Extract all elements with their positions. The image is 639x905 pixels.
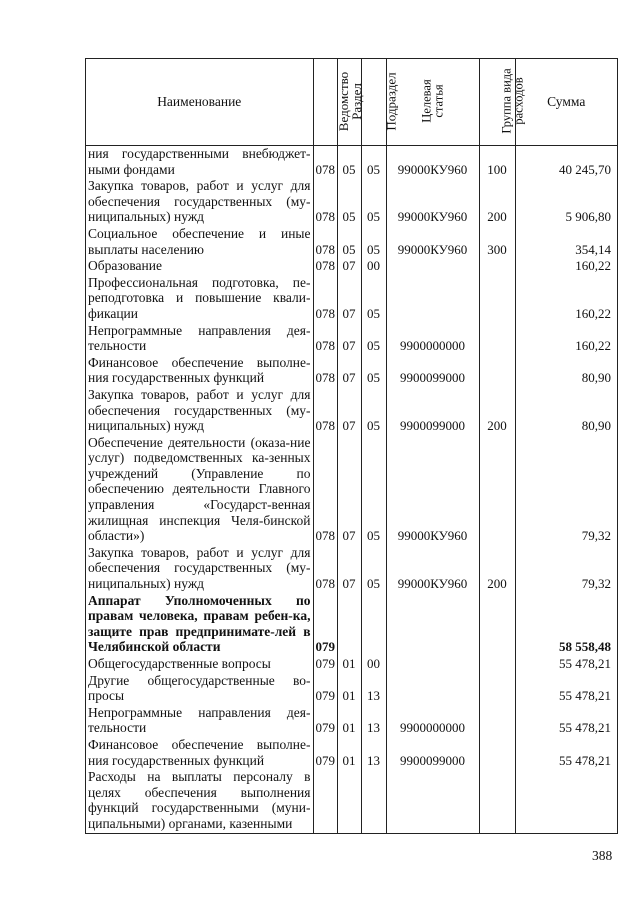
row-razdel-cell: 01 bbox=[337, 737, 361, 769]
row-gruppa-cell bbox=[479, 737, 515, 769]
header-summa: Сумма bbox=[515, 59, 617, 146]
row-celevaya-statya-cell: 99000КУ960 bbox=[386, 146, 479, 179]
row-podrazdel-cell: 00 bbox=[361, 258, 386, 275]
row-celevaya-statya-cell bbox=[386, 769, 479, 832]
row-vedomstvo-cell: 079 bbox=[313, 656, 337, 673]
row-gruppa-cell bbox=[479, 656, 515, 673]
row-podrazdel-cell: 05 bbox=[361, 387, 386, 435]
row-summa-cell: 40 245,70 bbox=[515, 146, 617, 179]
row-vedomstvo-cell: 078 bbox=[313, 545, 337, 593]
row-summa-cell: 58 558,48 bbox=[515, 593, 617, 656]
table-body bbox=[86, 146, 617, 833]
row-name-cell: Общегосударственные вопросы bbox=[88, 656, 271, 671]
page-number: 388 bbox=[592, 848, 613, 863]
row-razdel-cell: 07 bbox=[337, 323, 361, 355]
row-razdel-cell: 07 bbox=[337, 355, 361, 387]
row-celevaya-statya-cell: 9900099000 bbox=[386, 737, 479, 769]
table-row bbox=[86, 545, 617, 593]
header-gruppa-vida-rashodov: Группа вида расходов bbox=[479, 59, 515, 146]
row-gruppa-cell bbox=[479, 769, 515, 832]
table-row bbox=[86, 323, 617, 355]
header-podrazdel: Подраздел bbox=[361, 59, 386, 146]
row-celevaya-statya-cell bbox=[386, 656, 479, 673]
row-summa-cell: 80,90 bbox=[515, 387, 617, 435]
row-celevaya-statya-cell: 99000КУ960 bbox=[386, 226, 479, 258]
row-celevaya-statya-cell: 9900099000 bbox=[386, 387, 479, 435]
row-name-cell: Непрограммные направления дея-тельности bbox=[88, 704, 311, 736]
row-celevaya-statya-cell bbox=[386, 593, 479, 656]
row-summa-cell: 5 906,80 bbox=[515, 178, 617, 226]
row-summa-cell: 160,22 bbox=[515, 275, 617, 323]
row-celevaya-statya-cell: 99000КУ960 bbox=[386, 435, 479, 545]
row-celevaya-statya-cell bbox=[386, 258, 479, 275]
row-podrazdel-cell: 05 bbox=[361, 545, 386, 593]
row-celevaya-statya-cell: 9900099000 bbox=[386, 355, 479, 387]
header-razdel: Раздел bbox=[337, 59, 361, 146]
table-row bbox=[86, 275, 617, 323]
row-name-cell: Финансовое обеспечение выполне-ния государственных функций bbox=[88, 736, 311, 768]
row-podrazdel-cell: 13 bbox=[361, 673, 386, 705]
row-podrazdel-cell: 00 bbox=[361, 656, 386, 673]
row-podrazdel-cell: 05 bbox=[361, 178, 386, 226]
table-row bbox=[86, 387, 617, 435]
row-vedomstvo-cell: 078 bbox=[313, 178, 337, 226]
row-razdel-cell: 07 bbox=[337, 275, 361, 323]
row-razdel-cell: 01 bbox=[337, 673, 361, 705]
row-vedomstvo-cell: 078 bbox=[313, 275, 337, 323]
row-podrazdel-cell: 05 bbox=[361, 226, 386, 258]
row-podrazdel-cell: 05 bbox=[361, 435, 386, 545]
row-vedomstvo-cell bbox=[313, 769, 337, 832]
row-gruppa-cell bbox=[479, 435, 515, 545]
row-summa-cell: 55 478,21 bbox=[515, 705, 617, 737]
row-podrazdel-cell: 05 bbox=[361, 275, 386, 323]
row-celevaya-statya-cell: 99000КУ960 bbox=[386, 178, 479, 226]
row-name-cell: Закупка товаров, работ и услуг для обеспечения государственных (му-ниципальных) нужд bbox=[88, 178, 311, 225]
table-row bbox=[86, 355, 617, 387]
row-gruppa-cell: 200 bbox=[479, 387, 515, 435]
row-podrazdel-cell bbox=[361, 593, 386, 656]
row-summa-cell: 354,14 bbox=[515, 226, 617, 258]
row-vedomstvo-cell: 079 bbox=[313, 737, 337, 769]
row-celevaya-statya-cell bbox=[386, 673, 479, 705]
row-name-cell: Закупка товаров, работ и услуг для обеспечения государственных (му-ниципальных) нужд bbox=[88, 386, 311, 434]
row-razdel-cell: 05 bbox=[337, 226, 361, 258]
row-vedomstvo-cell: 079 bbox=[313, 673, 337, 705]
budget-table bbox=[86, 59, 617, 833]
row-razdel-cell: 05 bbox=[337, 178, 361, 226]
row-razdel-cell bbox=[337, 769, 361, 832]
row-gruppa-cell bbox=[479, 355, 515, 387]
row-gruppa-cell: 200 bbox=[479, 178, 515, 226]
row-gruppa-cell bbox=[479, 258, 515, 275]
row-razdel-cell: 01 bbox=[337, 705, 361, 737]
table-header-row bbox=[86, 59, 617, 146]
row-name-cell: Финансовое обеспечение выполне-ния государственных функций bbox=[88, 354, 311, 386]
row-razdel-cell: 07 bbox=[337, 435, 361, 545]
row-gruppa-cell bbox=[479, 593, 515, 656]
row-vedomstvo-cell: 078 bbox=[313, 258, 337, 275]
row-razdel-cell: 01 bbox=[337, 656, 361, 673]
row-vedomstvo-cell: 078 bbox=[313, 355, 337, 387]
row-razdel-cell: 07 bbox=[337, 258, 361, 275]
row-name-cell: Обеспечение деятельности (оказа-ние услуг) подведомственных ка-зенных учреждений (Управление по обеспечению деятельности Главного управления «Государст-венная жилищная инспекция Челя-бинской области») bbox=[88, 434, 311, 544]
header-celevaya-statya: Целевая статья bbox=[386, 59, 479, 146]
row-gruppa-cell bbox=[479, 673, 515, 705]
table-row bbox=[86, 146, 617, 179]
row-podrazdel-cell: 13 bbox=[361, 705, 386, 737]
table-row bbox=[86, 737, 617, 769]
row-vedomstvo-cell: 078 bbox=[313, 323, 337, 355]
row-vedomstvo-cell: 079 bbox=[313, 593, 337, 656]
row-vedomstvo-cell: 078 bbox=[313, 435, 337, 545]
row-razdel-cell: 07 bbox=[337, 545, 361, 593]
row-gruppa-cell: 200 bbox=[479, 545, 515, 593]
row-gruppa-cell bbox=[479, 705, 515, 737]
row-razdel-cell: 07 bbox=[337, 387, 361, 435]
table-row bbox=[86, 178, 617, 226]
table-row bbox=[86, 656, 617, 673]
row-razdel-cell bbox=[337, 593, 361, 656]
header-name: Наименование bbox=[86, 59, 313, 146]
row-vedomstvo-cell: 078 bbox=[313, 387, 337, 435]
table-row bbox=[86, 226, 617, 258]
row-name-cell: Непрограммные направления дея-тельности bbox=[88, 322, 311, 354]
row-summa-cell: 55 478,21 bbox=[515, 737, 617, 769]
table-row bbox=[86, 258, 617, 275]
row-podrazdel-cell: 05 bbox=[361, 355, 386, 387]
row-podrazdel-cell: 13 bbox=[361, 737, 386, 769]
row-name-cell: Закупка товаров, работ и услуг для обеспечения государственных (му-ниципальных) нужд bbox=[88, 544, 311, 592]
row-summa-cell: 55 478,21 bbox=[515, 673, 617, 705]
row-gruppa-cell bbox=[479, 323, 515, 355]
row-name-cell: Социальное обеспечение и иные выплаты населению bbox=[88, 225, 311, 257]
row-vedomstvo-cell: 079 bbox=[313, 705, 337, 737]
row-summa-cell: 160,22 bbox=[515, 323, 617, 355]
row-gruppa-cell bbox=[479, 275, 515, 323]
table-row bbox=[86, 769, 617, 832]
row-gruppa-cell: 300 bbox=[479, 226, 515, 258]
row-summa-cell: 80,90 bbox=[515, 355, 617, 387]
table-row bbox=[86, 435, 617, 545]
row-razdel-cell: 05 bbox=[337, 146, 361, 179]
row-name-cell: Профессиональная подготовка, пе-реподготовка и повышение квали-фикации bbox=[88, 274, 311, 321]
row-summa-cell: 160,22 bbox=[515, 258, 617, 275]
header-vedomstvo: Ведомство bbox=[313, 59, 337, 146]
row-podrazdel-cell: 05 bbox=[361, 146, 386, 179]
budget-table-container bbox=[85, 58, 618, 834]
row-summa-cell: 79,32 bbox=[515, 435, 617, 545]
table-row bbox=[86, 673, 617, 705]
row-podrazdel-cell: 05 bbox=[361, 323, 386, 355]
row-vedomstvo-cell: 078 bbox=[313, 146, 337, 179]
row-celevaya-statya-cell: 99000КУ960 bbox=[386, 545, 479, 593]
row-vedomstvo-cell: 078 bbox=[313, 226, 337, 258]
row-celevaya-statya-cell: 9900000000 bbox=[386, 705, 479, 737]
row-summa-cell: 79,32 bbox=[515, 545, 617, 593]
table-row bbox=[86, 593, 617, 656]
row-summa-cell bbox=[515, 769, 617, 832]
row-celevaya-statya-cell: 9900000000 bbox=[386, 323, 479, 355]
row-celevaya-statya-cell bbox=[386, 275, 479, 323]
row-gruppa-cell: 100 bbox=[479, 146, 515, 179]
row-name-cell: ния государственными внебюджет-ными фондами bbox=[88, 146, 311, 177]
row-name-cell: Аппарат Уполномоченных по правам человека, правам ребен-ка, защите прав предпринимате-лей в Челябинской области bbox=[88, 592, 311, 655]
row-name-cell: Расходы на выплаты персоналу в целях обеспечения выполнения функций государственными (муни-ципальными) органами, казенными bbox=[88, 769, 311, 831]
row-name-cell: Образование bbox=[88, 258, 162, 274]
row-summa-cell: 55 478,21 bbox=[515, 656, 617, 673]
table-row bbox=[86, 705, 617, 737]
row-name-cell: Другие общегосударственные во-просы bbox=[88, 672, 311, 704]
row-podrazdel-cell bbox=[361, 769, 386, 832]
